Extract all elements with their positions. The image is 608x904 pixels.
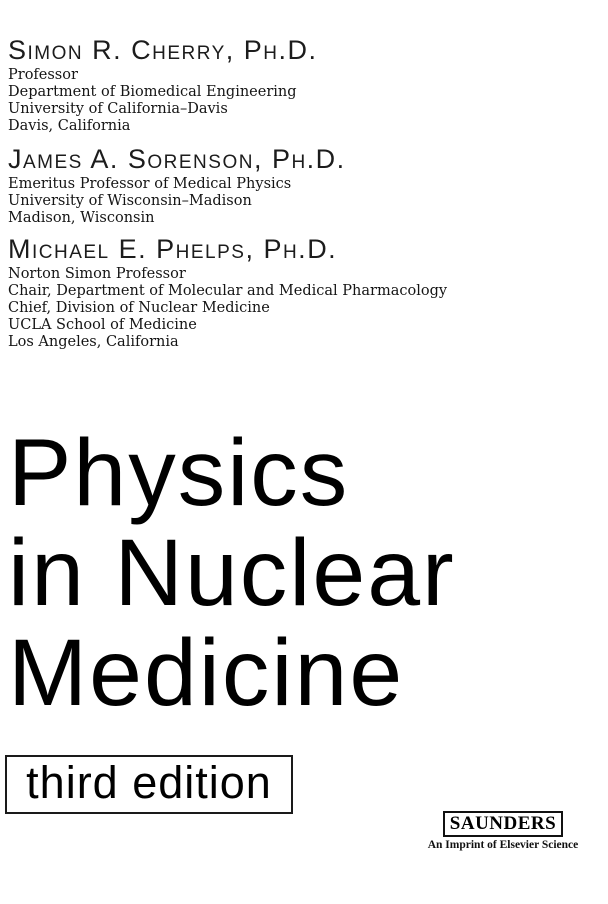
publisher-logo (427, 811, 579, 851)
affiliation-line: University of Wisconsin–Madison (8, 193, 252, 209)
affiliation-line: Norton Simon Professor (8, 266, 186, 282)
affiliation-line: Department of Biomedical Engineering (8, 84, 297, 100)
author-affiliation (8, 266, 447, 351)
edition-box (5, 755, 293, 814)
affiliation-line: Davis, California (8, 118, 131, 134)
publisher-tagline: An Imprint of Elsevier Science (427, 839, 579, 851)
affiliation-line: Professor (8, 67, 78, 83)
affiliation-line: Chair, Department of Molecular and Medical Pharmacology (8, 283, 448, 299)
book-title-line-1: Physics (8, 420, 350, 526)
book-title (8, 420, 456, 726)
publisher-name-box (443, 811, 563, 837)
author-name: James A. Sorenson, Ph.D. (8, 144, 346, 174)
edition-label: third edition (26, 756, 272, 808)
author-block-sorenson (8, 145, 346, 227)
affiliation-line: Emeritus Professor of Medical Physics (8, 176, 292, 192)
author-name: Michael E. Phelps, Ph.D. (8, 234, 338, 264)
publisher-name: SAUNDERS (449, 813, 557, 834)
affiliation-line: Chief, Division of Nuclear Medicine (8, 300, 270, 316)
author-name: Simon R. Cherry, Ph.D. (8, 35, 318, 65)
book-title-line-3: Medicine (8, 620, 405, 726)
author-affiliation (8, 67, 318, 135)
author-block-phelps (8, 235, 447, 351)
affiliation-line: Los Angeles, California (8, 334, 179, 350)
affiliation-line: Madison, Wisconsin (8, 210, 155, 226)
author-affiliation (8, 176, 346, 227)
affiliation-line: University of California–Davis (8, 101, 228, 117)
author-block-cherry (8, 36, 318, 135)
book-title-line-2: in Nuclear (8, 520, 456, 626)
affiliation-line: UCLA School of Medicine (8, 317, 197, 333)
